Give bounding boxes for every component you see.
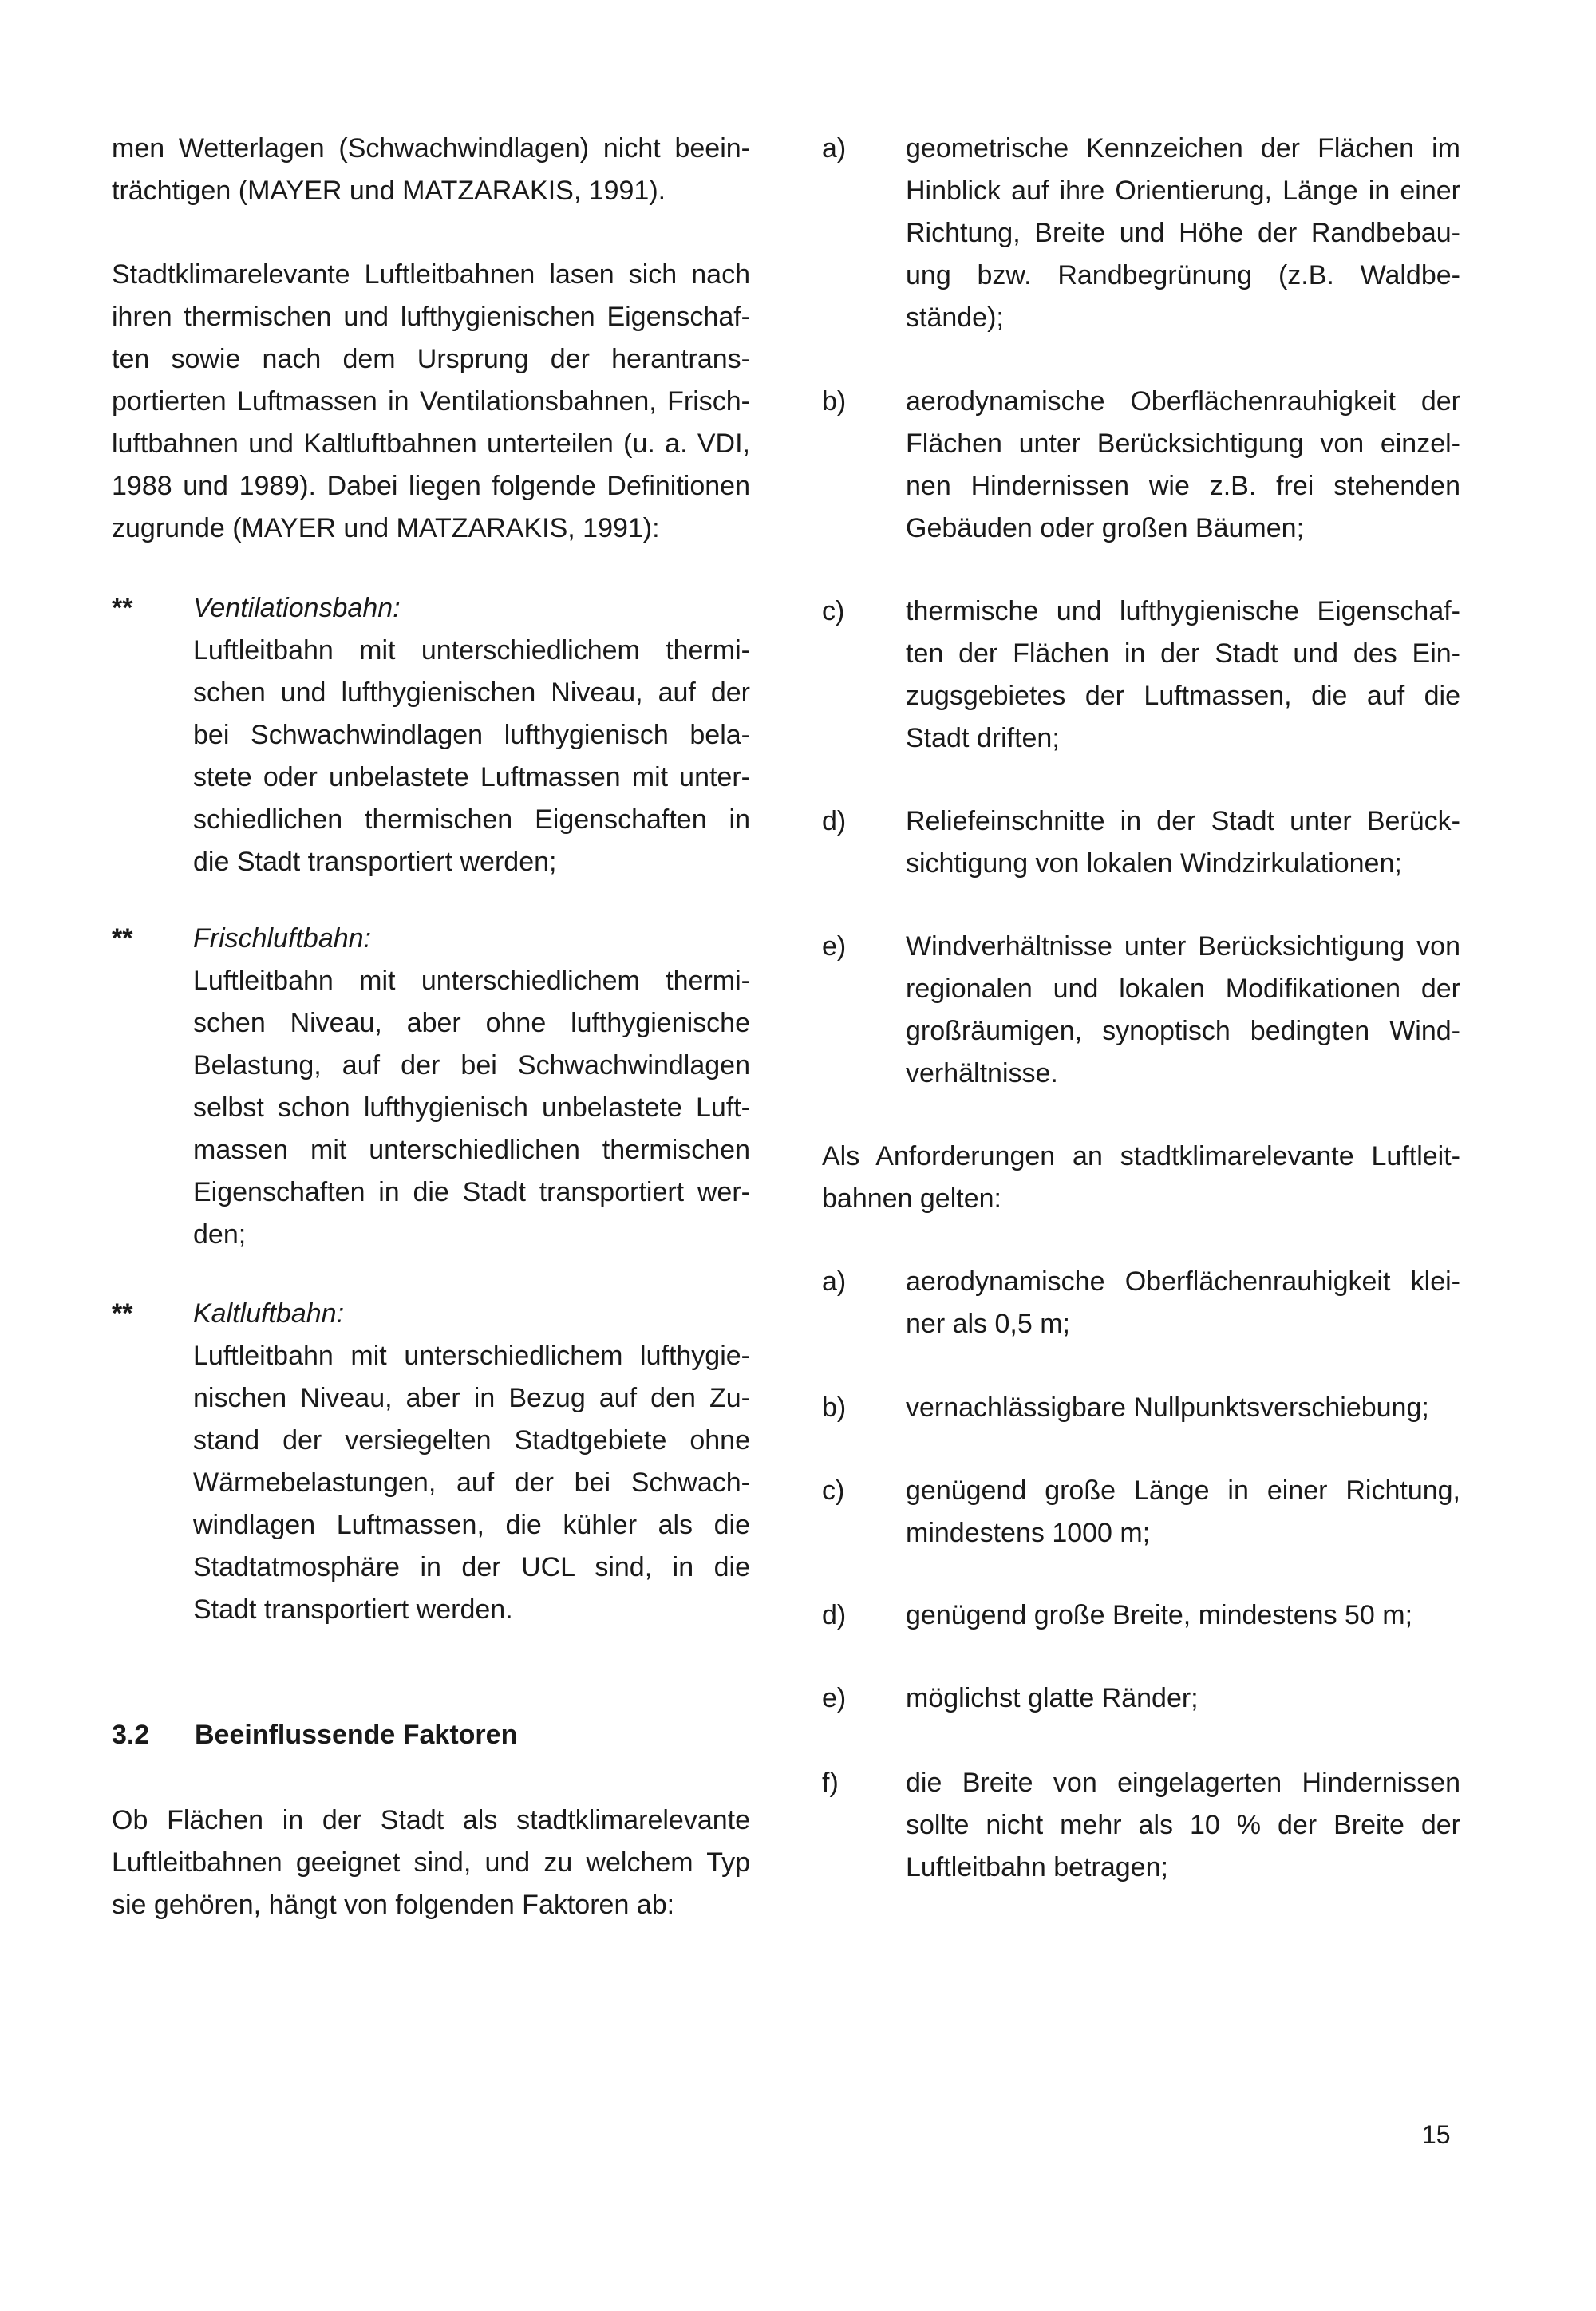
- text-line: ten der Flächen in der Stadt und des Ein-: [906, 638, 1460, 669]
- text-line: Richtung, Breite und Höhe der Randbebau-: [906, 218, 1460, 248]
- text-line: Gebäuden oder großen Bäumen;: [906, 513, 1305, 543]
- definition-term: Ventilationsbahn:: [193, 593, 401, 623]
- definition-term: Frischluftbahn:: [193, 923, 371, 954]
- text-line: Flächen unter Berücksichtigung von einzel-: [906, 429, 1460, 459]
- list-label: c): [822, 596, 845, 626]
- list-label: b): [822, 1393, 847, 1423]
- list-label: a): [822, 133, 847, 164]
- text-line: Als Anforderungen an stadtklimarelevante Luftleit-: [822, 1141, 1460, 1171]
- list-label: e): [822, 1683, 847, 1713]
- text-line: schiedlichen thermischen Eigenschaften in: [193, 804, 750, 835]
- section-title: Beeinflussende Faktoren: [195, 1720, 518, 1750]
- text-line: sie gehören, hängt von folgenden Faktoren ab:: [112, 1890, 675, 1920]
- text-line: bei Schwachwindlagen lufthygienisch bela-: [193, 720, 750, 750]
- text-line: Luftleitbahn mit unterschiedlichem lufthygie-: [193, 1341, 750, 1371]
- text-line: men Wetterlagen (Schwachwindlagen) nicht beein-: [112, 133, 750, 164]
- text-line: trächtigen (MAYER und MATZARAKIS, 1991).: [112, 176, 666, 206]
- text-line: nen Hindernissen wie z.B. frei stehenden: [906, 471, 1460, 501]
- text-line: sichtigung von lokalen Windzirkulationen;: [906, 848, 1402, 879]
- text-line: ten sowie nach dem Ursprung der herantrans-: [112, 344, 750, 374]
- text-line: nischen Niveau, aber in Bezug auf den Zu-: [193, 1383, 750, 1413]
- text-line: selbst schon lufthygienisch unbelastete Luft-: [193, 1092, 750, 1123]
- text-line: Luftleitbahn mit unterschiedlichem thermi-: [193, 635, 750, 666]
- text-line: Luftleitbahnen geeignet sind, und zu welchem Typ: [112, 1847, 750, 1878]
- text-line: Reliefeinschnitte in der Stadt unter Berück-: [906, 806, 1460, 836]
- list-label: f): [822, 1768, 839, 1798]
- text-line: Hinblick auf ihre Orientierung, Länge in einer: [906, 176, 1460, 206]
- list-label: d): [822, 1600, 847, 1630]
- text-line: Stadtatmosphäre in der UCL sind, in die: [193, 1552, 750, 1582]
- text-line: Stadt transportiert werden.: [193, 1594, 513, 1625]
- text-line: windlagen Luftmassen, die kühler als die: [193, 1510, 750, 1540]
- text-line: ung bzw. Randbegrünung (z.B. Waldbe-: [906, 260, 1460, 290]
- list-label: e): [822, 931, 847, 962]
- text-line: sollte nicht mehr als 10 % der Breite der: [906, 1810, 1460, 1840]
- text-line: ihren thermischen und lufthygienischen Eigenschaf-: [112, 302, 750, 332]
- text-line: die Stadt transportiert werden;: [193, 847, 557, 877]
- text-line: zugrunde (MAYER und MATZARAKIS, 1991):: [112, 513, 660, 543]
- section-number: 3.2: [112, 1720, 150, 1750]
- list-label: c): [822, 1475, 845, 1506]
- text-line: aerodynamische Oberflächenrauhigkeit klei-: [906, 1266, 1460, 1297]
- definition-marker: **: [112, 1298, 133, 1329]
- text-line: stete oder unbelastete Luftmassen mit unter-: [193, 762, 750, 792]
- text-line: den;: [193, 1219, 247, 1250]
- text-line: Stadt driften;: [906, 723, 1060, 753]
- text-line: luftbahnen und Kaltluftbahnen unterteilen (u. a. VDI,: [112, 429, 750, 459]
- text-line: regionalen und lokalen Modifikationen der: [906, 974, 1460, 1004]
- requirements-intro: [822, 1136, 1460, 1220]
- section-paragraph: [112, 1799, 750, 1926]
- text-line: verhältnisse.: [906, 1058, 1058, 1088]
- list-label: b): [822, 386, 847, 417]
- text-line: Belastung, auf der bei Schwachwindlagen: [193, 1050, 750, 1080]
- text-line: bahnen gelten:: [822, 1183, 1001, 1214]
- text-line: die Breite von eingelagerten Hindernissen: [906, 1768, 1460, 1798]
- text-line: 1988 und 1989). Dabei liegen folgende Definitionen: [112, 471, 750, 501]
- definition-term: Kaltluftbahn:: [193, 1298, 345, 1329]
- text-line: Eigenschaften in die Stadt transportiert wer-: [193, 1177, 750, 1207]
- text-line: Luftleitbahn betragen;: [906, 1852, 1168, 1882]
- text-line: Luftleitbahn mit unterschiedlichem thermi-: [193, 966, 750, 996]
- text-line: Stadtklimarelevante Luftleitbahnen lasen sich nach: [112, 259, 750, 290]
- text-line: mindestens 1000 m;: [906, 1518, 1151, 1548]
- definition-marker: **: [112, 593, 133, 623]
- text-line: thermische und lufthygienische Eigenschaf-: [906, 596, 1460, 626]
- text-line: stände);: [906, 302, 1004, 333]
- text-line: Wärmebelastungen, auf der bei Schwach-: [193, 1468, 750, 1498]
- text-line: genügend große Breite, mindestens 50 m;: [906, 1600, 1413, 1630]
- text-line: Windverhältnisse unter Berücksichtigung von: [906, 931, 1460, 962]
- text-line: möglichst glatte Ränder;: [906, 1683, 1199, 1713]
- section-heading: [112, 1714, 517, 1756]
- text-line: schen und lufthygienischen Niveau, auf der: [193, 677, 750, 708]
- text-line: großräumigen, synoptisch bedingten Wind-: [906, 1016, 1460, 1046]
- intro-paragraph: [112, 128, 750, 212]
- text-line: ner als 0,5 m;: [906, 1309, 1070, 1339]
- list-label: a): [822, 1266, 847, 1297]
- text-line: portierten Luftmassen in Ventilationsbahnen, Frisch-: [112, 386, 750, 417]
- text-line: Ob Flächen in der Stadt als stadtklimarelevante: [112, 1805, 750, 1835]
- text-line: vernachlässigbare Nullpunktsverschiebung;: [906, 1393, 1429, 1423]
- text-line: zugsgebietes der Luftmassen, die auf die: [906, 681, 1460, 711]
- list-label: d): [822, 806, 847, 836]
- text-line: geometrische Kennzeichen der Flächen im: [906, 133, 1460, 164]
- text-line: massen mit unterschiedlichen thermischen: [193, 1135, 750, 1165]
- definition-marker: **: [112, 923, 133, 954]
- text-line: aerodynamische Oberflächenrauhigkeit der: [906, 386, 1460, 417]
- page-number: 15: [1422, 2120, 1451, 2149]
- text-line: genügend große Länge in einer Richtung,: [906, 1475, 1460, 1506]
- classification-paragraph: [112, 254, 750, 550]
- text-line: schen Niveau, aber ohne lufthygienische: [193, 1008, 750, 1038]
- text-line: stand der versiegelten Stadtgebiete ohne: [193, 1425, 750, 1456]
